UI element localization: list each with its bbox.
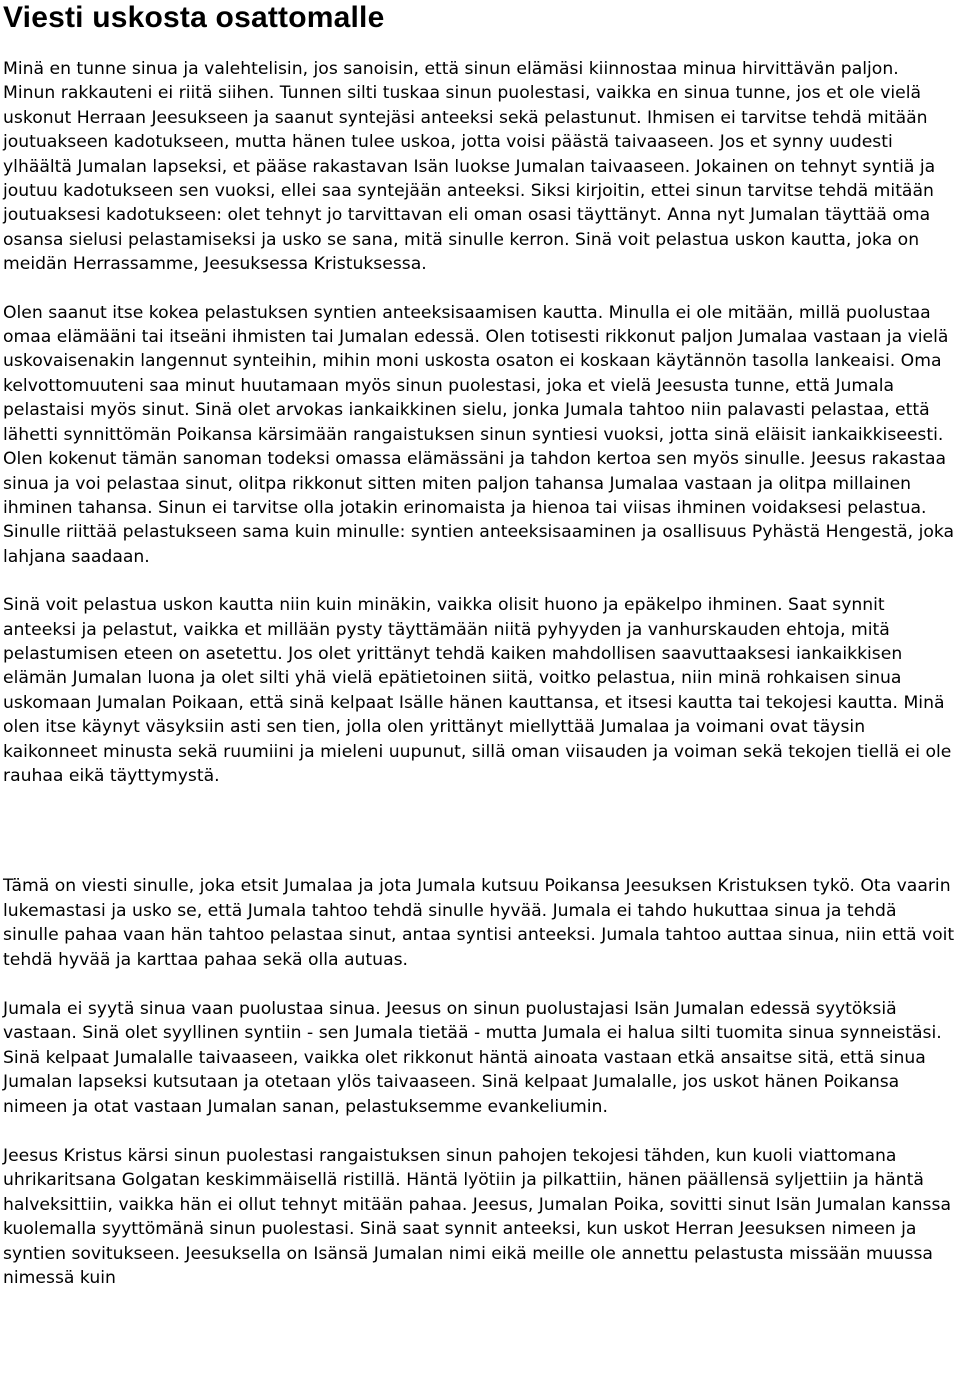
paragraph: Sinä voit pelastua uskon kautta niin kuin minäkin, vaikka olisit huono ja epäkelpo ihminen. Saat synnit anteeksi ja pelastut, vaikka et millään pysty täyttämään niitä pyhyyden ja vanhurskauden ehtoja, mitä pelastumisen eteen on asetettu. Jos olet yrittänyt tehdä kaiken mahdollisen saavuttaaksesi iankaikkisen elämän Jumalan luona ja olet silti yhä vielä epätietoinen siitä, voitko pelastua, niin minä rohkaisen sinua uskomaan Jumalan Poikaan, että sinä kelpaat Isälle hänen kauttansa, et itsesi kautta tai tekojesi kautta. Minä olen itse käynyt väsyksiin asti sen tien, jolla olen yrittänyt miellyttää Jumalaa ja voimani ovat täysin kaikonneet minusta sekä ruumiini ja mieleni uupunut, sillä oman viisauden ja voiman sekä tekojen tiellä ei ole rauhaa eikä täyttymystä. [3,595,952,786]
paragraph: Jumala ei syytä sinua vaan puolustaa sinua. Jeesus on sinun puolustajasi Isän Jumalan edessä syytöksiä vastaan. Sinä olet syyllinen syntiin - sen Jumala tietää - mutta Jumala ei halua silti tuomita sinua synneistäsi. Sinä kelpaat Jumalalle taivaaseen, vaikka olet rikkonut häntä ainoata vastaan etkä ansaitse sitä, että sinua Jumalan lapseksi kutsutaan ja otetaan ylös taivaaseen. Sinä kelpaat Jumalalle, jos uskot hänen Poikansa nimeen ja otat vastaan Jumalan sanan, pelastuksemme evankeliumin. [3,999,942,1117]
paragraph: Olen saanut itse kokea pelastuksen syntien anteeksisaamisen kautta. Minulla ei ole mitään, millä puolustaa omaa elämääni tai itseäni ihmisten tai Jumalan edessä. Olen totisesti rikkonut paljon Jumalaa vastaan ja vielä uskovaisenakin langennut synteihin, mihin moni uskosta osaton ei koskaan käytännön tasolla lankeaisi. Oma kelvottomuuteni saa minut huutamaan myös sinun puolestasi, joka et vielä Jeesusta tunne, että Jumala pelastaisi myös sinut. Sinä olet arvokas iankaikkinen sielu, jonka Jumala tahtoo niin palavasti pelastaa, että lähetti synnittömän Poikansa kärsimään rangaistuksen sinun syntiesi vuoksi, jotta sinä eläisit iankaikkiseesti. Olen kokenut tämän sanoman todeksi omassa elämässäni ja tahdon kertoa sen myös sinulle. Jeesus rakastaa sinua ja voi pelastaa sinut, olitpa rikkonut sitten miten paljon tahansa Jumalaa vastaan ja olitpa millainen ihminen tahansa. Sinun ei tarvitse olla jotakin erinomaista ja hienoa tai viisas ihminen voidaksesi pelastua. Sinulle riittää pelastukseen sama kuin minulle: syntien anteeksisaaminen ja osallisuus Pyhästä Hengestä, joka lahjana saadaan. [3,302,955,567]
page-title: Viesti uskosta osattomalle [3,1,385,34]
paragraph: Tämä on viesti sinulle, joka etsit Jumalaa ja jota Jumala kutsuu Poikansa Jeesuksen Kristuksen tykö. Ota vaarin lukemastasi ja usko se, että Jumala tahtoo tehdä sinulle hyvää. Jumala ei tahdo hukuttaa sinua ja tehdä sinulle pahaa vaan hän tahtoo pelastaa sinut, antaa syntisi anteeksi. Jumala tahtoo auttaa sinua, niin että voit tehdä hyvää ja karttaa pahaa sekä olla autuas. [3,876,955,970]
paragraph: Minä en tunne sinua ja valehtelisin, jos sanoisin, että sinun elämäsi kiinnostaa minua hirvittävän paljon. Minun rakkauteni ei riitä siihen. Tunnen silti tuskaa sinun puolestasi, vaikka en sinua tunne, jos et ole vielä uskonut Herraan Jeesukseen ja saanut syntejäsi anteeksi sekä pelastunut. Ihmisen ei tarvitse tehdä mitään joutuakseen kadotukseen, mutta hänen tulee uskoa, jotta voisi päästä taivaaseen. Jos et synny uudesti ylhäältä Jumalan lapseksi, et pääse rakastavan Isän luokse Jumalan taivaaseen. Jokainen on tehnyt syntiä ja joutuu kadotukseen sen vuoksi, ellei saa syntejään anteeksi. Siksi kirjoitin, ettei sinun tarvitse tehdä mitään joutuaksesi kadotukseen: olet tehnyt jo tarvittavan eli oman osasi täyttänyt. Anna nyt Jumalan täyttää oma osansa sielusi pelastamiseksi ja usko se sana, mitä sinulle kerron. Sinä voit pelastua uskon kautta, joka on meidän Herrassamme, Jeesuksessa Kristuksessa. [3,59,936,275]
paragraph: Jeesus Kristus kärsi sinun puolestasi rangaistuksen sinun pahojen tekojesi tähden, kun kuoli viattomana uhrikaritsana Golgatan keskimmäisellä ristillä. Häntä lyötiin ja pilkattiin, hänen päällensä syljettiin ja häntä halveksittiin, vaikka hän ei ollut tehnyt mitään pahaa. Jeesus, Jumalan Poika, sovitti sinut Isän Jumalan kanssa kuolemalla syyttömänä sinun puolestasi. Sinä saat synnit anteeksi, kun uskot Herran Jeesuksen nimeen ja syntien sovitukseen. Jeesuksella on Isänsä Jumalan nimi eikä meille ole annettu pelastusta missään muussa nimessä kuin [3,1146,951,1289]
